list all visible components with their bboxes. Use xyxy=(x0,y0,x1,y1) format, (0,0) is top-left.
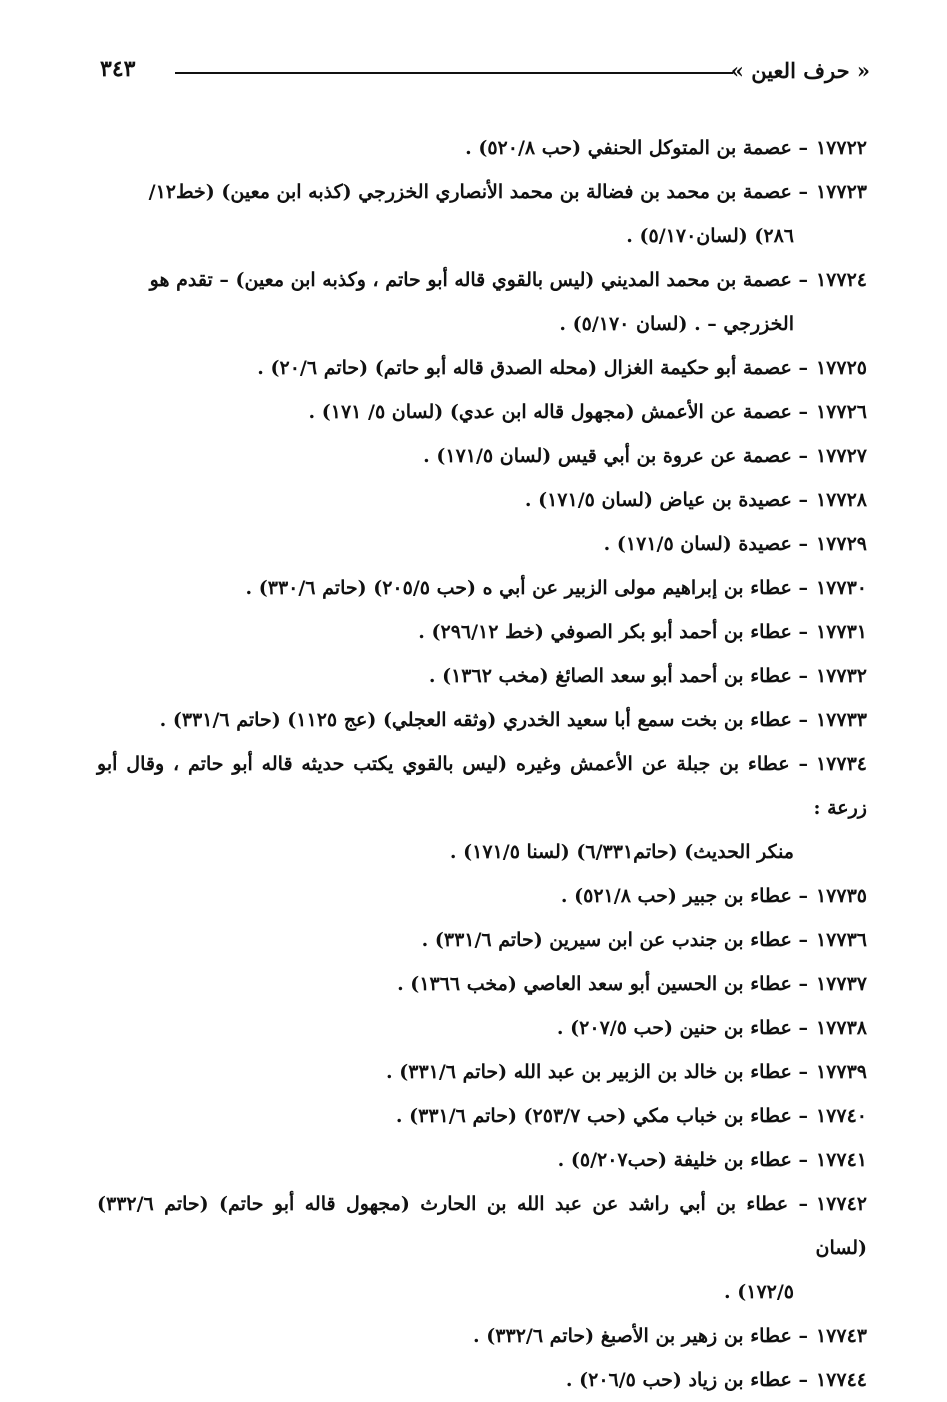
entry-number: ١٧٧٣٨ xyxy=(815,1017,867,1039)
entry-item xyxy=(97,522,867,566)
entry-item xyxy=(97,1138,867,1182)
entry-text: – عطاء بن جبلة عن الأعمش وغيره (ليس بالقوي يكتب حديثه قاله أبو حاتم ، وقال أبو زرعة : xyxy=(97,753,867,819)
entry-number: ١٧٧٢٤ xyxy=(815,269,867,291)
entry-item xyxy=(97,1182,867,1314)
entry-item xyxy=(97,566,867,610)
entry-text: – عطاء بن أبي راشد عن عبد الله بن الحارث (مجهول قاله أبو حاتم) (حاتم ٣٣٢/٦) (لسان xyxy=(97,1193,867,1259)
entry-item xyxy=(97,610,867,654)
entry-text: – عصمة بن محمد بن فضالة بن محمد الأنصاري الخزرجي (كذبه ابن معين) (خط١٢/ xyxy=(148,181,808,203)
entry-number: ١٧٧٣٣ xyxy=(815,709,867,731)
entry-continuation: الخزرجي – . (لسان ٥/١٧٠) . xyxy=(559,313,794,335)
entry-text: – عصمة بن المتوكل الحنفي (حب ٥٢٠/٨) . xyxy=(465,137,808,159)
entry-number: ١٧٧٣١ xyxy=(815,621,867,643)
page-header xyxy=(100,52,870,92)
entry-item xyxy=(97,742,867,874)
entry-text: – عطاء بن أحمد أبو سعد الصائغ (مخب ١٣٦٢) . xyxy=(428,665,808,687)
entry-number: ١٧٧٣٠ xyxy=(815,577,867,599)
entry-item xyxy=(97,698,867,742)
entry-item xyxy=(97,1050,867,1094)
entry-text: – عطاء بن بخت سمع أبا سعيد الخدري (وثقه العجلي) (عج ١١٢٥) (حاتم ٣٣١/٦) . xyxy=(159,709,808,731)
chapter-title: « حرف العين » xyxy=(730,58,870,83)
entry-text: – عصيدة (لسان ١٧١/٥) . xyxy=(603,533,808,555)
entry-text: – عطاء بن خالد بن الزبير بن عبد الله (حاتم ٣٣١/٦) . xyxy=(386,1061,808,1083)
entry-item xyxy=(97,962,867,1006)
entry-number: ١٧٧٢٦ xyxy=(815,401,867,423)
entry-item xyxy=(97,1094,867,1138)
entry-text: – عطاء بن زياد (حب ٢٠٦/٥) . xyxy=(565,1369,808,1391)
entry-text: – عطاء بن زهير بن الأصبغ (حاتم ٣٣٢/٦) . xyxy=(473,1325,808,1347)
entry-item xyxy=(97,918,867,962)
entry-continuation: منكر الحديث) (حاتم٦/٣٣١) (لسنا ١٧١/٥) . xyxy=(449,841,794,863)
entry-item xyxy=(97,170,867,258)
entry-text: – عطاء بن جندب عن ابن سيرين (حاتم ٣٣١/٦) . xyxy=(421,929,808,951)
entry-text: – عطاء بن جبير (حب ٥٢١/٨) . xyxy=(560,885,808,907)
entry-item xyxy=(97,478,867,522)
entry-item xyxy=(97,258,867,346)
entry-continuation: ٢٨٦) (لسان٥/١٧٠) . xyxy=(626,225,794,247)
entry-item xyxy=(97,434,867,478)
entry-item xyxy=(97,126,867,170)
entry-number: ١٧٧٢٨ xyxy=(815,489,867,511)
entry-text: – عطاء بن الحسين أبو سعد العاصي (مخب ١٣٦٦) . xyxy=(397,973,808,995)
entry-number: ١٧٧٢٣ xyxy=(815,181,867,203)
entry-number: ١٧٧٢٢ xyxy=(815,137,867,159)
entry-number: ١٧٧٣٩ xyxy=(815,1061,867,1083)
entry-number: ١٧٧٤٢ xyxy=(815,1193,867,1215)
entry-number: ١٧٧٢٩ xyxy=(815,533,867,555)
page-number: ٣٤٣ xyxy=(100,56,136,82)
entry-text: – عصمة عن عروة بن أبي قيس (لسان ١٧١/٥) . xyxy=(423,445,808,467)
entry-item xyxy=(97,1358,867,1402)
entry-item xyxy=(97,390,867,434)
entry-item xyxy=(97,654,867,698)
entry-text: – عطاء بن خليفة (حب٥/٢٠٧) . xyxy=(557,1149,808,1171)
entry-item xyxy=(97,1006,867,1050)
entry-text: – عطاء بن أحمد أبو بكر الصوفي (خط ٢٩٦/١٢) . xyxy=(418,621,808,643)
entry-continuation: ١٧٢/٥) . xyxy=(724,1281,794,1303)
entry-text: – عطاء بن خباب مكي (حب ٢٥٣/٧) (حاتم ٣٣١/٦) . xyxy=(395,1105,808,1127)
header-rule xyxy=(175,72,733,74)
entry-number: ١٧٧٤٠ xyxy=(815,1105,867,1127)
entry-text: – عطاء بن حنين (حب ٢٠٧/٥) . xyxy=(556,1017,808,1039)
entry-number: ١٧٧٤٣ xyxy=(815,1325,867,1347)
entry-number: ١٧٧٤٤ xyxy=(815,1369,867,1391)
entry-number: ١٧٧٣٥ xyxy=(815,885,867,907)
entry-list xyxy=(97,126,867,1402)
entry-item xyxy=(97,874,867,918)
entry-text: – عصمة بن محمد المديني (ليس بالقوي قاله أبو حاتم ، وكذبه ابن معين) – تقدم هو xyxy=(149,269,808,291)
entry-item xyxy=(97,1314,867,1358)
entry-number: ١٧٧٣٦ xyxy=(815,929,867,951)
entry-item xyxy=(97,346,867,390)
entry-number: ١٧٧٢٧ xyxy=(815,445,867,467)
entry-text: – عطاء بن إبراهيم مولى الزبير عن أبي ه (حب ٢٠٥/٥) (حاتم ٣٣٠/٦) . xyxy=(245,577,808,599)
entry-text: – عصيدة بن عياض (لسان ١٧١/٥) . xyxy=(524,489,808,511)
entry-number: ١٧٧٣٢ xyxy=(815,665,867,687)
entry-number: ١٧٧٣٤ xyxy=(815,753,867,775)
entry-number: ١٧٧٢٥ xyxy=(815,357,867,379)
entry-number: ١٧٧٣٧ xyxy=(815,973,867,995)
entry-text: – عصمة أبو حكيمة الغزال (محله الصدق قاله أبو حاتم) (حاتم ٢٠/٦) . xyxy=(257,357,808,379)
entry-text: – عصمة عن الأعمش (مجهول قاله ابن عدي) (لسان ٥/ ١٧١) . xyxy=(308,401,808,423)
entry-number: ١٧٧٤١ xyxy=(815,1149,867,1171)
